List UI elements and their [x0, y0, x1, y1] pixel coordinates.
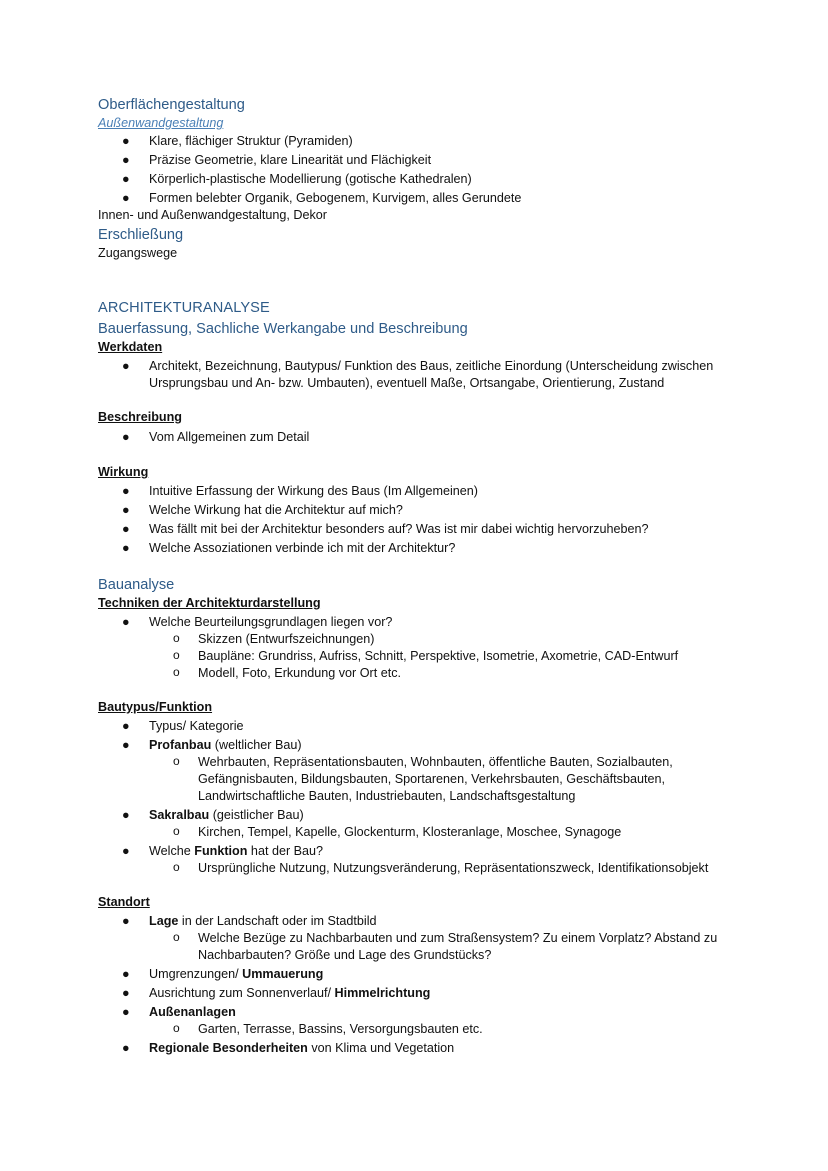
circle-bullet-icon: o: [173, 754, 180, 768]
sub-list: [149, 631, 738, 682]
sub-list-item: o Wehrbauten, Repräsentationsbauten, Wohnbauten, öffentliche Bauten, Sozialbauten, Gefängnisbauten, Bildungsbauten, Sportarenen, Verkehrsbauten, Geschäftsbauten, Landwirtschaftliche Bauten, Industriebauten, Landschaftsgestaltung: [173, 754, 673, 803]
list-item: ● Vom Allgemeinen zum Detail: [122, 430, 310, 444]
bullet-list: [98, 913, 738, 1057]
bullet-list: [98, 429, 738, 446]
list-item: ● Sakralbau (geistlicher Bau) o Kirchen, Tempel, Kapelle, Glockenturm, Klosteranlage, Moschee, Synagoge: [98, 807, 738, 841]
bullet-icon: ●: [122, 191, 130, 205]
sub-list: [149, 1021, 738, 1038]
sub-list: [149, 930, 738, 964]
bullet-icon: ●: [122, 967, 130, 981]
text-line: Innen- und Außenwandgestaltung, Dekor: [98, 208, 327, 222]
list-item: ● Lage in der Landschaft oder im Stadtbild o Welche Bezüge zu Nachbarbauten und zum Straßensystem? Zu einem Vorplatz? Abstand zu Nachbarbauten? Größe und Lage des Grundstücks?: [98, 913, 738, 964]
sub-list-item: o Welche Bezüge zu Nachbarbauten und zum Straßensystem? Zu einem Vorplatz? Abstand zu Nachbarbauten? Größe und Lage des Grundstücks?: [173, 930, 718, 962]
list-item: ● Welche Wirkung hat die Architektur auf mich?: [122, 503, 403, 517]
list-item: ● Körperlich-plastische Modellierung (gotische Kathedralen): [122, 172, 472, 186]
list-item: ● Präzise Geometrie, klare Linearität und Flächigkeit: [122, 153, 432, 167]
list-item: ● Welche Assoziationen verbinde ich mit der Architektur?: [122, 541, 456, 555]
circle-bullet-icon: o: [173, 930, 180, 944]
bullet-icon: ●: [122, 914, 130, 928]
bullet-list: [98, 358, 738, 392]
heading-beschreibung: Beschreibung: [98, 410, 182, 424]
bullet-icon: ●: [122, 844, 130, 858]
list-item: ● Regionale Besonderheiten von Klima und Vegetation: [122, 1041, 455, 1055]
text-line: Zugangswege: [98, 246, 178, 260]
list-item: ● Typus/ Kategorie: [122, 719, 244, 733]
list-item: ● Umgrenzungen/ Ummauerung: [122, 967, 324, 981]
section-subtitle-bauerfassung: Bauerfassung, Sachliche Werkangabe und Beschreibung: [98, 321, 468, 337]
sub-list-item: o Skizzen (Entwurfszeichnungen): [173, 631, 375, 646]
circle-bullet-icon: o: [173, 824, 180, 838]
bullet-icon: ●: [122, 986, 130, 1000]
sub-list-item: o Baupläne: Grundriss, Aufriss, Schnitt, Perspektive, Isometrie, Axometrie, CAD-Entwurf: [173, 648, 679, 663]
bullet-icon: ●: [122, 484, 130, 498]
circle-bullet-icon: o: [173, 648, 180, 662]
bullet-list: [98, 718, 738, 877]
bullet-icon: ●: [122, 1041, 130, 1055]
section-title-architekturanalyse: ARCHITEKTURANALYSE: [98, 300, 270, 316]
sub-list-item: o Garten, Terrasse, Bassins, Versorgungsbauten etc.: [173, 1021, 483, 1036]
bullet-list: [98, 614, 738, 682]
bullet-icon: ●: [122, 503, 130, 517]
list-item: ● Profanbau (weltlicher Bau) o Wehrbauten, Repräsentationsbauten, Wohnbauten, öffentliche Bauten, Sozialbauten, Gefängnisbauten, Bildungsbauten, Sportarenen, Verkehrsbauten, Geschäftsbauten, Landwirtschaftliche Bauten, Industriebauten, Landschaftsgestaltung: [98, 737, 738, 805]
list-item: ● Welche Funktion hat der Bau? o Ursprüngliche Nutzung, Nutzungsveränderung, Repräsentationszweck, Identifikationsobjekt: [98, 843, 738, 877]
sub-list: [149, 824, 738, 841]
bullet-icon: ●: [122, 522, 130, 536]
sub-list-item: o Kirchen, Tempel, Kapelle, Glockenturm, Klosteranlage, Moschee, Synagoge: [173, 824, 622, 839]
bullet-icon: ●: [122, 541, 130, 555]
sub-list-item: o Ursprüngliche Nutzung, Nutzungsveränderung, Repräsentationszweck, Identifikationsobjekt: [173, 860, 709, 875]
list-item: ● Außenanlagen o Garten, Terrasse, Bassins, Versorgungsbauten etc.: [98, 1004, 738, 1038]
bullet-icon: ●: [122, 808, 130, 822]
heading-standort: Standort: [98, 895, 150, 909]
bullet-icon: ●: [122, 738, 130, 752]
list-item: ● Intuitive Erfassung der Wirkung des Baus (Im Allgemeinen): [122, 484, 478, 498]
circle-bullet-icon: o: [173, 1021, 180, 1035]
section-title-erschliessung: Erschließung: [98, 227, 184, 243]
section-title-bauanalyse: Bauanalyse: [98, 577, 175, 593]
bullet-icon: ●: [122, 172, 130, 186]
list-item: ● Ausrichtung zum Sonnenverlauf/ Himmelrichtung: [122, 986, 431, 1000]
list-item: ● Klare, flächiger Struktur (Pyramiden): [122, 134, 353, 148]
heading-wirkung: Wirkung: [98, 465, 149, 479]
bullet-icon: ●: [122, 719, 130, 733]
bullet-icon: ●: [122, 134, 130, 148]
circle-bullet-icon: o: [173, 631, 180, 645]
list-item: ● Was fällt mit bei der Architektur besonders auf? Was ist mir dabei wichtig hervorzuheben?: [122, 522, 649, 536]
bullet-icon: ●: [122, 615, 130, 629]
list-item: ● Formen belebter Organik, Gebogenem, Kurvigem, alles Gerundete: [122, 191, 522, 205]
subheading-aussenwandgestaltung[interactable]: Außenwandgestaltung: [98, 116, 224, 130]
bullet-icon: ●: [122, 430, 130, 444]
bullet-list: [98, 483, 738, 557]
heading-werkdaten: Werkdaten: [98, 340, 163, 354]
list-item: ● Welche Beurteilungsgrundlagen liegen vor? o Skizzen (Entwurfszeichnungen) o Baupläne: Grundriss, Aufriss, Schnitt, Perspektive, Isometrie, Axometrie, CAD-Entwurf o Modell, Foto, Erkundung vor Ort etc.: [98, 614, 738, 682]
bullet-icon: ●: [122, 153, 130, 167]
section-title-oberflaechengestaltung: Oberflächengestaltung: [98, 97, 245, 113]
heading-techniken: Techniken der Architekturdarstellung: [98, 596, 321, 610]
circle-bullet-icon: o: [173, 665, 180, 679]
bullet-list: [98, 133, 738, 207]
list-item: ● Architekt, Bezeichnung, Bautypus/ Funktion des Baus, zeitliche Einordung (Unterscheidung zwischen Ursprungsbau und An- bzw. Umbauten), eventuell Maße, Ortsangabe, Orientierung, Zustand: [122, 359, 714, 390]
bullet-icon: ●: [122, 1005, 130, 1019]
sub-list: [149, 860, 738, 877]
sub-list-item: o Modell, Foto, Erkundung vor Ort etc.: [173, 665, 401, 680]
heading-bautypus: Bautypus/Funktion: [98, 700, 213, 714]
bullet-icon: ●: [122, 359, 130, 373]
circle-bullet-icon: o: [173, 860, 180, 874]
sub-list: [149, 754, 738, 805]
document-page: [98, 96, 738, 1057]
